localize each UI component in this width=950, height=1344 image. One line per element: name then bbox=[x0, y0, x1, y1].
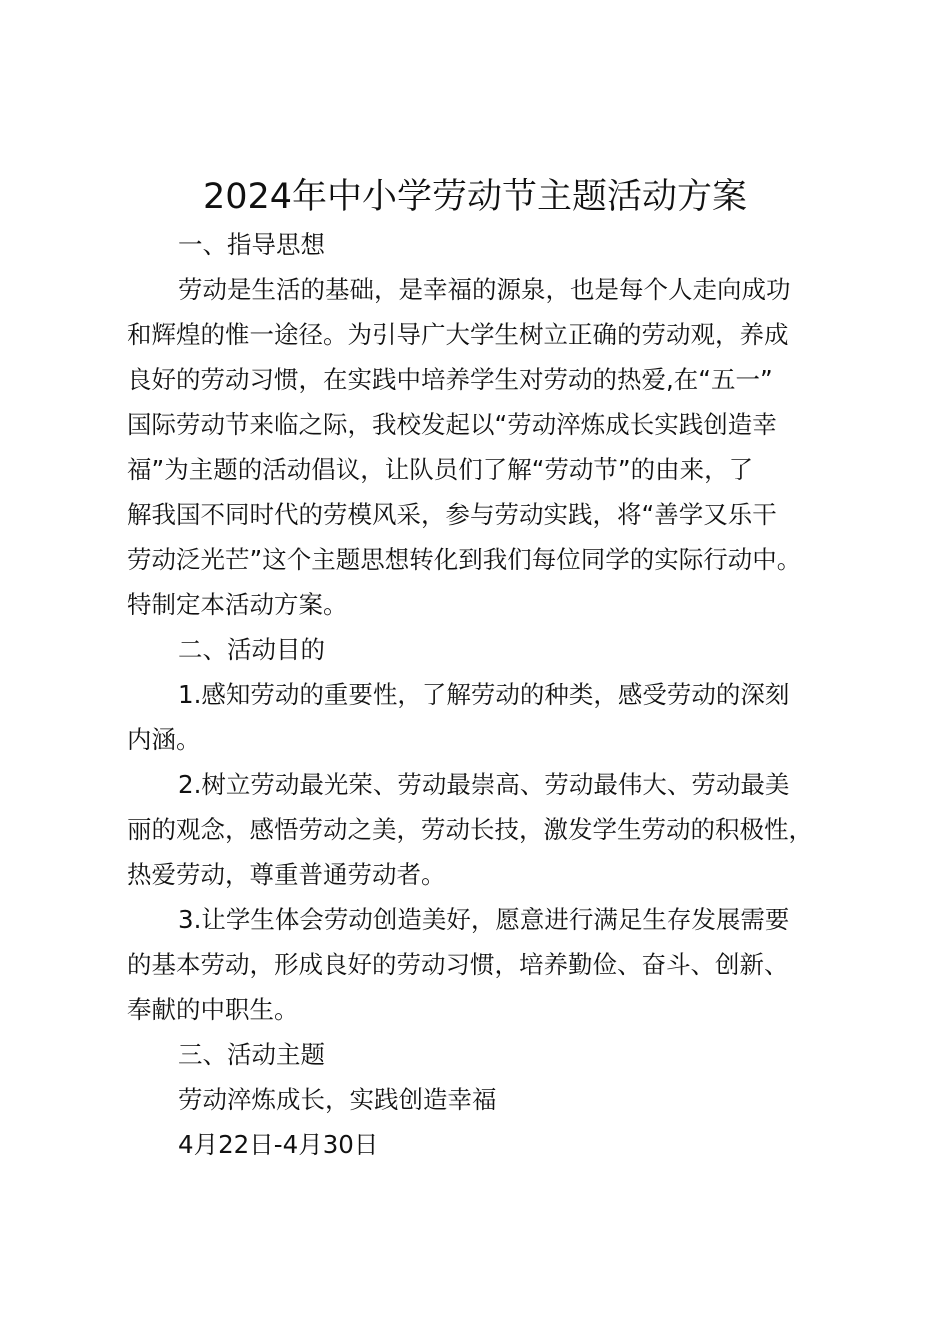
list-item-line: 1.感知劳动的重要性，了解劳动的种类，感受劳动的深刻 bbox=[178, 680, 790, 709]
paragraph-line: 和辉煌的惟一途径。为引导广大学生树立正确的劳动观，养成 bbox=[127, 320, 789, 349]
paragraph-line: 解我国不同时代的劳模风采，参与劳动实践，将“善学又乐干 bbox=[127, 500, 777, 529]
list-item-line: 3.让学生体会劳动创造美好，愿意进行满足生存发展需要 bbox=[178, 905, 790, 934]
section-heading-activity-goals: 二、活动目的 bbox=[178, 635, 325, 664]
list-item-line: 的基本劳动，形成良好的劳动习惯，培养勤俭、奋斗、创新、 bbox=[127, 950, 789, 979]
paragraph-line: 劳动泛光芒”这个主题思想转化到我们每位同学的实际行动中。 bbox=[127, 545, 802, 574]
list-item-line: 热爱劳动，尊重普通劳动者。 bbox=[127, 860, 446, 889]
paragraph-line: 良好的劳动习惯，在实践中培养学生对劳动的热爱,在“五一” bbox=[127, 365, 773, 394]
theme-text: 劳动淬炼成长，实践创造幸福 bbox=[178, 1085, 497, 1114]
document-body bbox=[127, 222, 847, 1167]
list-item-line: 丽的观念，感悟劳动之美，劳动长技，激发学生劳动的积极性， bbox=[127, 815, 813, 844]
list-item-line: 2.树立劳动最光荣、劳动最崇高、劳动最伟大、劳动最美 bbox=[178, 770, 790, 799]
list-item-line: 奉献的中职生。 bbox=[127, 995, 299, 1024]
paragraph-line: 福”为主题的活动倡议，让队员们了解“劳动节”的由来，了 bbox=[127, 455, 754, 484]
section-heading-guiding-ideology: 一、指导思想 bbox=[178, 230, 325, 259]
list-item-line: 内涵。 bbox=[127, 725, 201, 754]
section-heading-activity-theme: 三、活动主题 bbox=[178, 1040, 325, 1069]
paragraph-line: 国际劳动节来临之际，我校发起以“劳动淬炼成长实践创造幸 bbox=[127, 410, 777, 439]
document-title: 2024年中小学劳动节主题活动方案 bbox=[202, 177, 748, 217]
paragraph-line: 特制定本活动方案。 bbox=[127, 590, 348, 619]
date-range-text: 4月22日-4月30日 bbox=[178, 1130, 379, 1159]
paragraph-line: 劳动是生活的基础，是幸福的源泉，也是每个人走向成功 bbox=[178, 275, 791, 304]
